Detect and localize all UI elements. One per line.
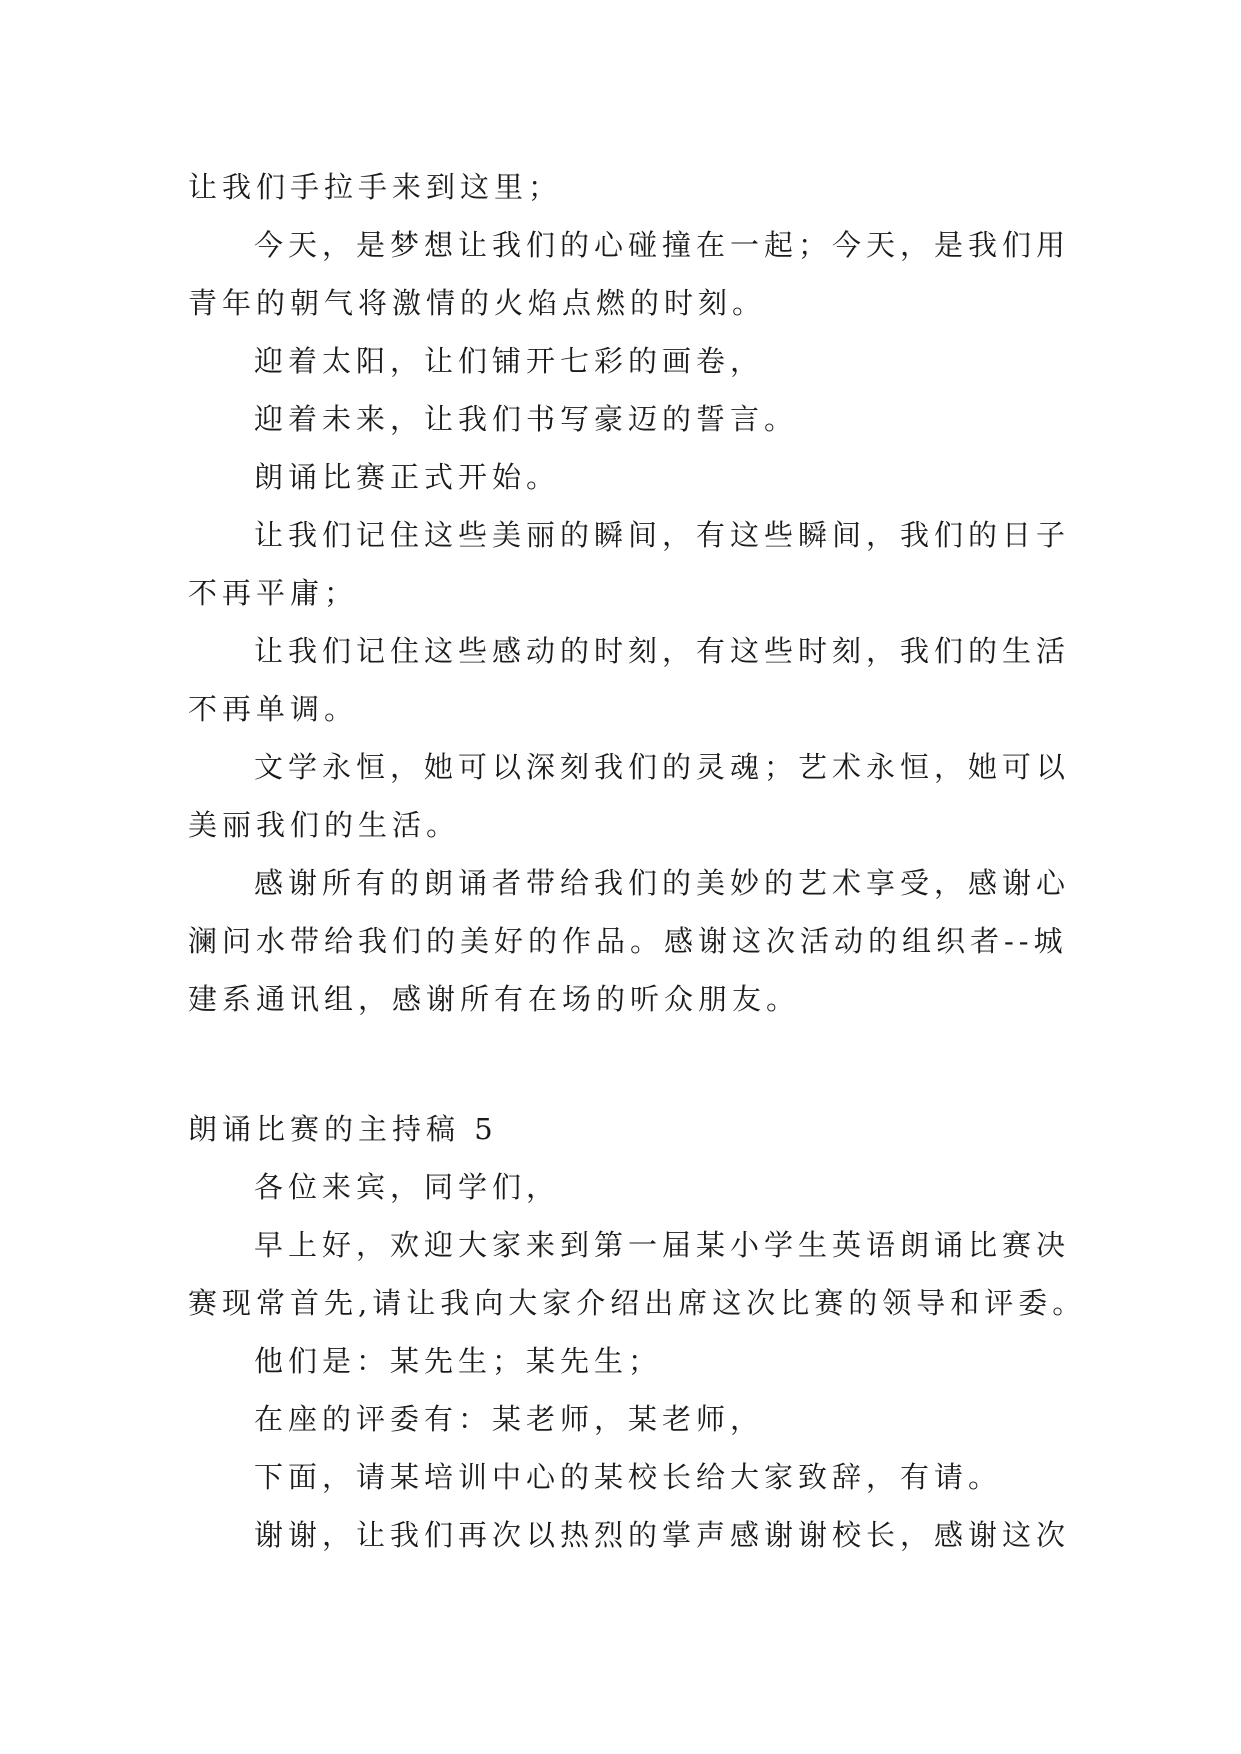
section-gap xyxy=(188,1028,1068,1100)
text-line: 在座的评委有：某老师，某老师， xyxy=(254,1402,765,1436)
text-line: 让我们手拉手来到这里； xyxy=(188,170,563,204)
text-line: 文学永恒，她可以深刻我们的灵魂；艺术永恒，她可以 xyxy=(254,750,1071,784)
text-line: 感谢所有的朗诵者带给我们的美妙的艺术享受，感谢心 xyxy=(254,866,1071,900)
text-line: 美丽我们的生活。 xyxy=(188,808,461,842)
text-line: 不再单调。 xyxy=(188,692,359,726)
text-line: 澜问水带给我们的美好的作品。感谢这次活动的组织者--城 xyxy=(188,924,1068,958)
text-line: 赛现常首先,请让我向大家介绍出席这次比赛的领导和评委。 xyxy=(188,1286,1087,1320)
text-line: 今天，是梦想让我们的心碰撞在一起；今天，是我们用 xyxy=(254,228,1071,262)
text-line: 早上好，欢迎大家来到第一届某小学生英语朗诵比赛决 xyxy=(254,1228,1071,1262)
document-section-a xyxy=(188,158,1071,1028)
document-page xyxy=(188,158,1087,1564)
text-line: 各位来宾，同学们， xyxy=(254,1170,561,1204)
section-heading: 朗诵比赛的主持稿 5 xyxy=(188,1112,498,1146)
text-line: 让我们记住这些美丽的瞬间，有这些瞬间，我们的日子 xyxy=(254,518,1071,552)
text-line: 迎着未来，让我们书写豪迈的誓言。 xyxy=(254,402,799,436)
text-line: 让我们记住这些感动的时刻，有这些时刻，我们的生活 xyxy=(254,634,1071,668)
text-line: 下面，请某培训中心的某校长给大家致辞，有请。 xyxy=(254,1460,1003,1494)
document-section-b xyxy=(188,1158,1087,1564)
text-line: 迎着太阳，让们铺开七彩的画卷， xyxy=(254,344,765,378)
text-line: 青年的朝气将激情的火焰点燃的时刻。 xyxy=(188,286,767,320)
text-line: 朗诵比赛正式开始。 xyxy=(254,460,561,494)
text-line: 建系通讯组，感谢所有在场的听众朋友。 xyxy=(188,982,801,1016)
text-line: 不再平庸； xyxy=(188,576,359,610)
text-line: 谢谢，让我们再次以热烈的掌声感谢谢校长，感谢这次 xyxy=(254,1518,1071,1552)
text-line: 他们是：某先生；某先生； xyxy=(254,1344,663,1378)
